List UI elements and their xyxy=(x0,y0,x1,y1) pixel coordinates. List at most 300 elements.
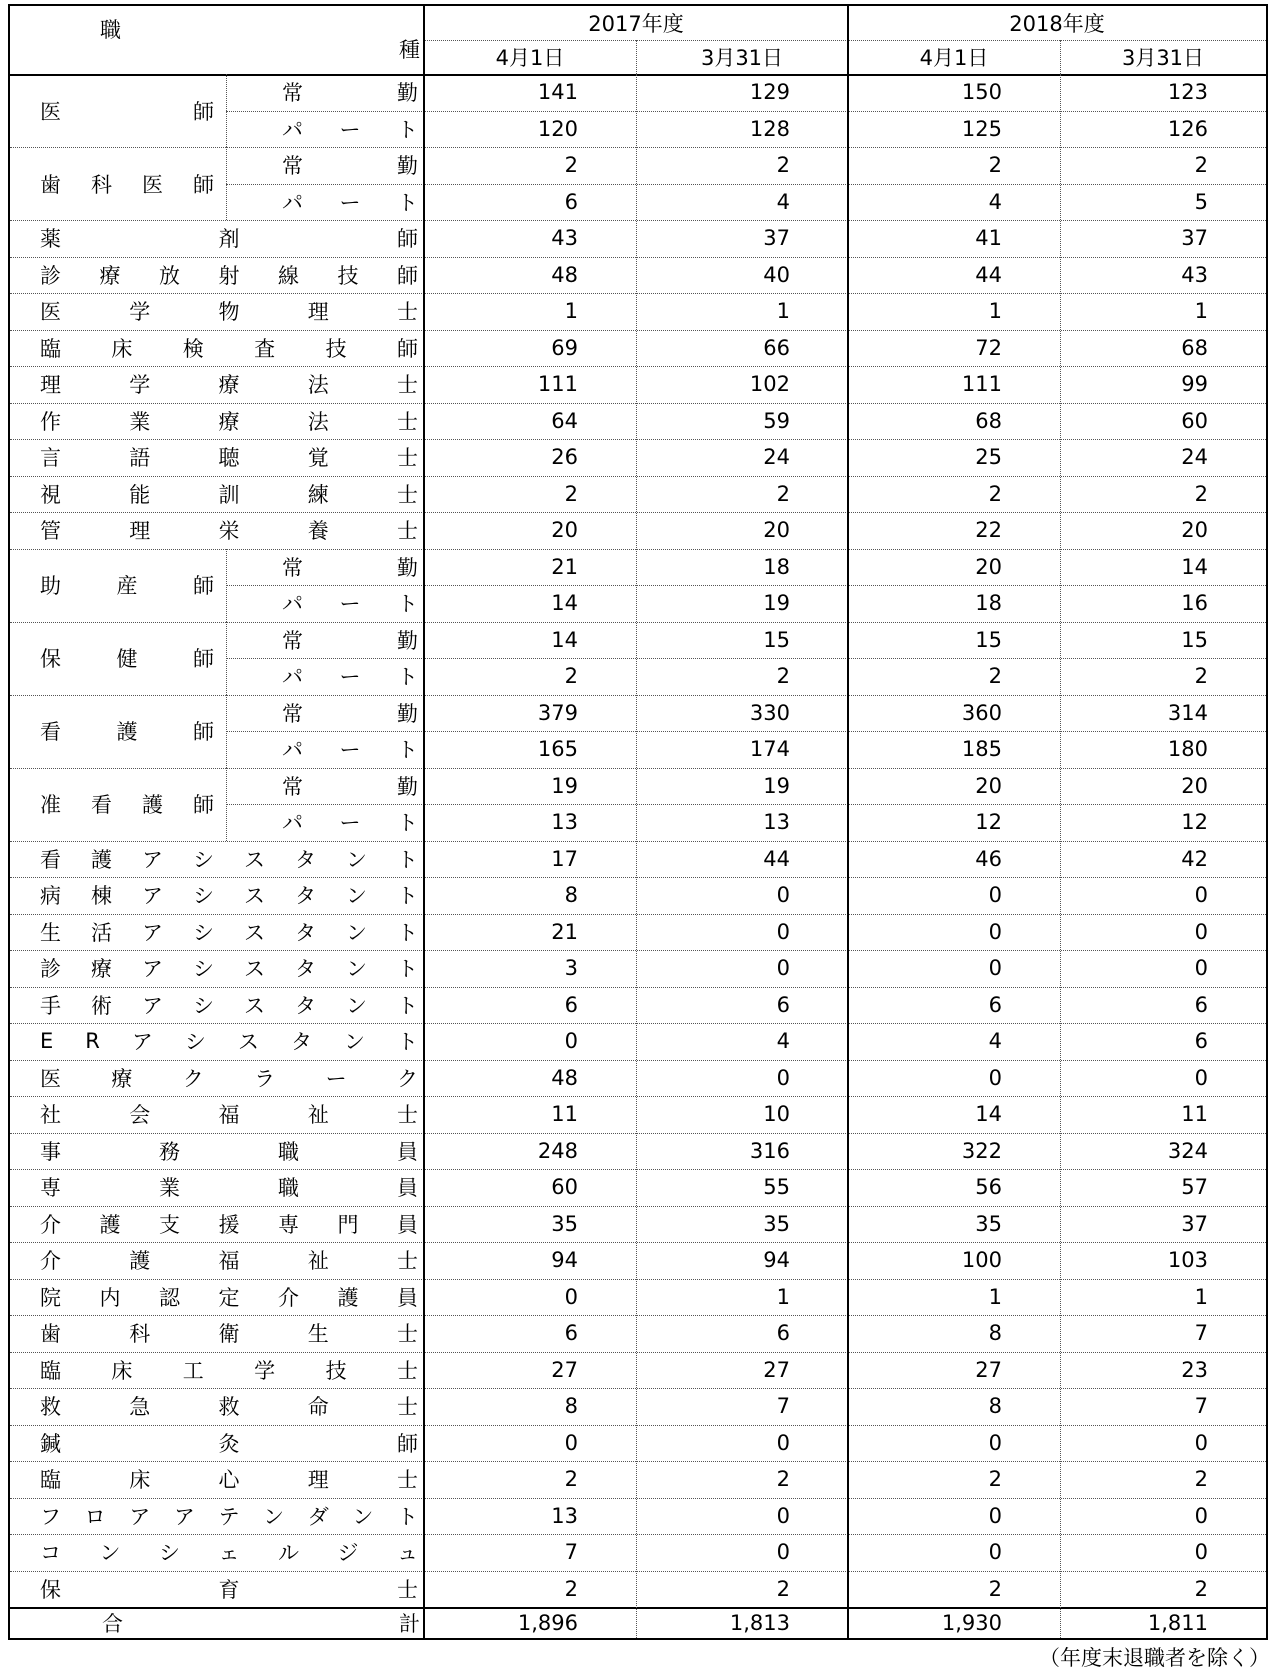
employment-type-char: 常 xyxy=(282,154,303,179)
job-label-char: 検 xyxy=(182,336,204,361)
employment-type-char: パ xyxy=(282,117,303,142)
table-cell: 0 xyxy=(776,956,790,981)
table-cell: 0 xyxy=(988,1430,1002,1455)
job-label-char: 師 xyxy=(193,172,214,197)
job-label-char: 門 xyxy=(337,1212,359,1237)
employment-type xyxy=(282,695,418,732)
divider xyxy=(636,40,637,74)
employment-type-char: 勤 xyxy=(397,154,418,179)
job-label-char: タ xyxy=(295,957,316,982)
job-label-char: 看 xyxy=(40,847,61,872)
employment-type-char: 常 xyxy=(282,701,303,726)
table-cell: 27 xyxy=(551,1357,578,1382)
table-cell: 20 xyxy=(975,773,1002,798)
table-cell: 16 xyxy=(1181,591,1208,616)
table-cell: 19 xyxy=(551,773,578,798)
job-label-char: 学 xyxy=(129,373,151,398)
job-label-char: 祉 xyxy=(307,1103,329,1128)
table-cell: 72 xyxy=(975,335,1002,360)
job-label-char: 急 xyxy=(129,1395,151,1420)
total-cell: 1,896 xyxy=(517,1610,578,1635)
job-label-char: 事 xyxy=(40,1139,61,1164)
table-cell: 22 xyxy=(975,518,1002,543)
job-label-char: 士 xyxy=(397,1103,418,1128)
job-label-char: 士 xyxy=(397,446,418,471)
table-cell: 17 xyxy=(551,846,578,871)
job-label-char: ト xyxy=(396,1030,418,1055)
job-label-char: ト xyxy=(397,1504,418,1529)
job-label-char: ス xyxy=(244,957,265,982)
job-label xyxy=(40,1388,418,1425)
job-label-char: 祉 xyxy=(307,1249,329,1274)
employment-type-char: 勤 xyxy=(397,774,418,799)
table-cell: 12 xyxy=(975,810,1002,835)
job-label xyxy=(40,366,418,403)
job-label-char: 専 xyxy=(278,1212,299,1237)
table-cell: 8 xyxy=(988,1394,1002,1419)
table-cell: 0 xyxy=(1194,919,1208,944)
table-cell: 20 xyxy=(551,518,578,543)
table-cell: 13 xyxy=(763,810,790,835)
table-cell: 1 xyxy=(1194,1284,1208,1309)
header-year-2017: 2017年度 xyxy=(588,12,684,36)
job-label-char: シ xyxy=(193,884,214,909)
employment-type xyxy=(282,658,418,695)
table-cell: 129 xyxy=(749,80,790,105)
job-label-char: 師 xyxy=(193,647,214,671)
job-label-char: 命 xyxy=(307,1395,329,1420)
table-cell: 66 xyxy=(763,335,790,360)
job-label-char: 介 xyxy=(278,1285,299,1310)
job-label-char: ル xyxy=(278,1541,299,1566)
table-cell: 1 xyxy=(564,299,578,324)
employment-type-char: ト xyxy=(397,592,418,617)
job-label-char: 医 xyxy=(142,172,163,197)
job-label-char: 衛 xyxy=(218,1322,240,1347)
job-label-char: 床 xyxy=(111,1358,133,1383)
job-label-char: 業 xyxy=(159,1176,180,1201)
table-cell: 7 xyxy=(776,1394,790,1419)
job-label-char: 護 xyxy=(99,1212,121,1237)
job-label xyxy=(40,1315,418,1352)
job-label-char: 認 xyxy=(159,1285,180,1310)
table-cell: 314 xyxy=(1167,700,1208,725)
job-label xyxy=(40,74,214,147)
table-cell: 6 xyxy=(1194,992,1208,1017)
job-label-char: 護 xyxy=(91,847,112,872)
table-cell: 15 xyxy=(1181,627,1208,652)
table-cell: 4 xyxy=(988,1029,1002,1054)
job-label-char: 物 xyxy=(218,300,240,325)
table-cell: 324 xyxy=(1167,1138,1208,1163)
divider xyxy=(636,74,637,1638)
table-cell: 102 xyxy=(749,372,790,397)
table-cell: 128 xyxy=(749,116,790,141)
employment-type-char: ー xyxy=(339,117,361,142)
employment-type-char: ー xyxy=(339,665,361,690)
table-cell: 2 xyxy=(564,1467,578,1492)
job-label-char: 臨 xyxy=(40,1468,61,1493)
job-label-char: 床 xyxy=(129,1468,151,1493)
divider xyxy=(1060,40,1061,74)
employment-type-char: ー xyxy=(339,190,361,215)
job-label-char: 看 xyxy=(40,720,61,744)
employment-type-char: 常 xyxy=(282,774,303,799)
job-label-char: 練 xyxy=(307,482,329,507)
job-label-char: 看 xyxy=(91,793,112,817)
table-cell: 4 xyxy=(776,189,790,214)
table-cell: 1 xyxy=(988,1284,1002,1309)
table-cell: 46 xyxy=(975,846,1002,871)
job-label xyxy=(40,147,214,220)
job-label-char: 救 xyxy=(218,1395,240,1420)
job-label-char: 言 xyxy=(40,446,61,471)
job-label-char: 社 xyxy=(40,1103,61,1128)
table-cell: 20 xyxy=(763,518,790,543)
table-cell: 2 xyxy=(564,481,578,506)
job-label-char: タ xyxy=(295,920,316,945)
divider xyxy=(423,6,425,1638)
table-cell: 44 xyxy=(975,262,1002,287)
job-label-char: 科 xyxy=(129,1322,151,1347)
job-label-char: ン xyxy=(346,884,367,909)
job-label-char: 工 xyxy=(182,1358,204,1383)
table-cell: 0 xyxy=(1194,1503,1208,1528)
job-label-char: 線 xyxy=(278,263,299,288)
table-cell: 1 xyxy=(988,299,1002,324)
job-label-char: 護 xyxy=(142,793,163,817)
job-label-char: 師 xyxy=(193,720,214,744)
table-cell: 35 xyxy=(551,1211,578,1236)
job-label-char: ダ xyxy=(307,1504,329,1529)
table-cell: 44 xyxy=(763,846,790,871)
table-cell: 18 xyxy=(975,591,1002,616)
table-cell: 150 xyxy=(961,80,1002,105)
job-label xyxy=(40,476,418,513)
job-label-char: 士 xyxy=(397,1468,418,1493)
job-label-char: 師 xyxy=(193,793,214,817)
table-cell: 8 xyxy=(564,1394,578,1419)
table-cell: 15 xyxy=(763,627,790,652)
job-label-char: 員 xyxy=(397,1139,418,1164)
table-cell: 43 xyxy=(1181,262,1208,287)
job-label-char: 鍼 xyxy=(40,1431,61,1456)
table-cell: 5 xyxy=(1194,189,1208,214)
job-label-char: 医 xyxy=(40,99,61,124)
job-label-char: 理 xyxy=(307,300,329,325)
job-label-char: 医 xyxy=(40,300,61,325)
employment-type-char: ー xyxy=(339,811,361,836)
table-cell: 27 xyxy=(763,1357,790,1382)
job-label-char: 養 xyxy=(307,519,329,544)
table-cell: 8 xyxy=(988,1321,1002,1346)
job-label-char: 介 xyxy=(40,1249,61,1274)
table-cell: 13 xyxy=(551,810,578,835)
job-label-char: ス xyxy=(244,884,265,909)
employment-type-char: 勤 xyxy=(397,701,418,726)
table-cell: 0 xyxy=(988,883,1002,908)
job-label-char: ア xyxy=(173,1504,195,1529)
job-label-char: ト xyxy=(397,993,418,1018)
job-label-char: 棟 xyxy=(91,884,112,909)
employment-type xyxy=(282,585,418,622)
job-label xyxy=(40,1352,418,1389)
job-label-char: 査 xyxy=(254,336,276,361)
job-label-char: 視 xyxy=(40,482,61,507)
job-label-char: 護 xyxy=(129,1249,151,1274)
job-label-char: ト xyxy=(397,957,418,982)
table-cell: 2 xyxy=(1194,1576,1208,1601)
table-cell: 19 xyxy=(763,591,790,616)
employment-type-char: ー xyxy=(339,592,361,617)
job-label-char: 歯 xyxy=(40,172,61,197)
divider xyxy=(424,40,1266,41)
table-cell: 14 xyxy=(551,627,578,652)
job-label-char: ェ xyxy=(218,1541,240,1566)
job-label-char: ュ xyxy=(397,1541,418,1566)
table-cell: 68 xyxy=(1181,335,1208,360)
job-label-char: 覚 xyxy=(307,446,329,471)
employment-type-char: パ xyxy=(282,738,303,763)
job-label xyxy=(40,768,214,841)
header-label-left: 職 xyxy=(100,18,121,42)
job-label-char: 法 xyxy=(307,409,329,434)
job-label xyxy=(40,1096,418,1133)
table-cell: 6 xyxy=(776,1321,790,1346)
job-label xyxy=(40,1023,418,1060)
job-label xyxy=(40,1571,418,1608)
job-label-char: 士 xyxy=(397,1395,418,1420)
job-label-char: ス xyxy=(244,920,265,945)
table-cell: 64 xyxy=(551,408,578,433)
job-label-char: 師 xyxy=(396,336,418,361)
table-cell: 2 xyxy=(988,153,1002,178)
table-cell: 56 xyxy=(975,1175,1002,1200)
job-label-char: 射 xyxy=(218,263,240,288)
table-cell: 14 xyxy=(1181,554,1208,579)
job-label xyxy=(40,257,418,294)
employment-type-char: ト xyxy=(397,117,418,142)
table-cell: 55 xyxy=(763,1175,790,1200)
job-label xyxy=(40,1242,418,1279)
job-label-char: ン xyxy=(343,1030,365,1055)
table-cell: 2 xyxy=(988,481,1002,506)
job-label-char: 救 xyxy=(40,1395,61,1420)
header-date: 3月31日 xyxy=(700,46,784,70)
table-cell: 0 xyxy=(1194,956,1208,981)
table-cell: 4 xyxy=(988,189,1002,214)
job-label xyxy=(40,220,418,257)
table-cell: 316 xyxy=(749,1138,790,1163)
job-label-char: ク xyxy=(182,1066,204,1091)
table-cell: 18 xyxy=(763,554,790,579)
table-cell: 20 xyxy=(1181,518,1208,543)
job-label-char: 術 xyxy=(91,993,112,1018)
job-label xyxy=(40,1206,418,1243)
table-cell: 0 xyxy=(988,919,1002,944)
job-label-char: 療 xyxy=(111,1066,133,1091)
employment-type-char: ト xyxy=(397,738,418,763)
job-label-char: ア xyxy=(142,884,163,909)
table-cell: 10 xyxy=(763,1102,790,1127)
job-label-char: 護 xyxy=(337,1285,359,1310)
table-cell: 0 xyxy=(776,1430,790,1455)
table-cell: 4 xyxy=(776,1029,790,1054)
job-label-char: 士 xyxy=(397,1577,418,1602)
job-label-char: ト xyxy=(397,920,418,945)
job-label-char: 語 xyxy=(129,446,151,471)
footnote: （年度末退職者を除く） xyxy=(1039,1646,1270,1670)
table-cell: 0 xyxy=(988,1540,1002,1565)
job-label-char: 士 xyxy=(396,1358,418,1383)
job-label-char: 床 xyxy=(111,336,133,361)
table-cell: 0 xyxy=(776,1065,790,1090)
job-label-char: ン xyxy=(346,847,367,872)
job-label xyxy=(40,1498,418,1535)
job-label xyxy=(40,1534,418,1571)
job-label-char: 援 xyxy=(218,1212,240,1237)
table-cell: 24 xyxy=(1181,445,1208,470)
job-label-char: ロ xyxy=(84,1504,106,1529)
table-cell: 2 xyxy=(1194,481,1208,506)
job-label-char: ト xyxy=(397,884,418,909)
job-label-char: 士 xyxy=(397,300,418,325)
job-label-char: 員 xyxy=(397,1285,418,1310)
table-cell: 43 xyxy=(551,226,578,251)
table-cell: 185 xyxy=(961,737,1002,762)
job-label-char: 技 xyxy=(325,336,347,361)
table-cell: 2 xyxy=(1194,1467,1208,1492)
table-cell: 99 xyxy=(1181,372,1208,397)
table-cell: 103 xyxy=(1167,1248,1208,1273)
job-label xyxy=(40,330,418,367)
table-cell: 40 xyxy=(763,262,790,287)
job-label-char: ア xyxy=(142,993,163,1018)
table-cell: 11 xyxy=(1181,1102,1208,1127)
divider xyxy=(1060,74,1061,1638)
job-label-char: ク xyxy=(396,1066,418,1091)
table-cell: 35 xyxy=(763,1211,790,1236)
job-label-char: 福 xyxy=(218,1249,240,1274)
table-cell: 120 xyxy=(537,116,578,141)
table-cell: 21 xyxy=(551,554,578,579)
job-label-char: ン xyxy=(352,1504,374,1529)
table-cell: 21 xyxy=(551,919,578,944)
job-label xyxy=(40,914,418,951)
total-label-char: 合 xyxy=(102,1611,123,1636)
table-cell: 20 xyxy=(1181,773,1208,798)
table-cell: 0 xyxy=(564,1430,578,1455)
job-label-char: フ xyxy=(40,1504,61,1529)
table-cell: 111 xyxy=(961,372,1002,397)
table-cell: 69 xyxy=(551,335,578,360)
table-cell: 0 xyxy=(776,1503,790,1528)
job-label xyxy=(40,439,418,476)
job-label-char: 院 xyxy=(40,1285,61,1310)
job-label-char: 聴 xyxy=(218,446,240,471)
total-cell: 1,930 xyxy=(941,1610,1002,1635)
job-label-char: 会 xyxy=(129,1103,151,1128)
job-label-char: 臨 xyxy=(40,336,61,361)
job-label xyxy=(40,950,418,987)
job-label xyxy=(40,549,214,622)
employment-type xyxy=(282,804,418,841)
table-cell: 14 xyxy=(551,591,578,616)
employment-type-char: 勤 xyxy=(397,81,418,106)
table-cell: 0 xyxy=(1194,1430,1208,1455)
header-year-2018: 2018年度 xyxy=(1009,12,1105,36)
table-cell: 6 xyxy=(1194,1029,1208,1054)
table-cell: 59 xyxy=(763,408,790,433)
job-label-char: 訓 xyxy=(218,482,240,507)
table-cell: 165 xyxy=(537,737,578,762)
job-label-char: 療 xyxy=(91,957,112,982)
table-cell: 248 xyxy=(537,1138,578,1163)
job-label-char: 学 xyxy=(129,300,151,325)
table-cell: 2 xyxy=(776,1467,790,1492)
table-cell: 0 xyxy=(776,883,790,908)
job-label xyxy=(40,1060,418,1097)
job-label-char: ン xyxy=(263,1504,285,1529)
table-cell: 37 xyxy=(1181,226,1208,251)
table-cell: 6 xyxy=(564,189,578,214)
job-label-char: ア xyxy=(142,920,163,945)
job-label-char: 職 xyxy=(278,1176,299,1201)
table-cell: 3 xyxy=(564,956,578,981)
employment-type-char: パ xyxy=(282,592,303,617)
job-label-char: 心 xyxy=(218,1468,240,1493)
table-cell: 174 xyxy=(749,737,790,762)
table-cell: 2 xyxy=(988,1467,1002,1492)
job-label-char: 科 xyxy=(91,172,112,197)
job-label-char: 放 xyxy=(159,263,180,288)
table-cell: 2 xyxy=(776,481,790,506)
job-label-char: 管 xyxy=(40,519,61,544)
employment-type-char: 勤 xyxy=(397,628,418,653)
job-label xyxy=(40,293,418,330)
job-label-char: テ xyxy=(218,1504,240,1529)
job-label-char: シ xyxy=(159,1541,180,1566)
job-label xyxy=(40,622,214,695)
job-label-char: 務 xyxy=(159,1139,180,1164)
table-cell: 0 xyxy=(988,1503,1002,1528)
job-label-char: 剤 xyxy=(218,227,240,252)
job-label-char: 活 xyxy=(91,920,112,945)
divider xyxy=(847,6,849,1638)
total-cell: 1,813 xyxy=(729,1610,790,1635)
table-cell: 7 xyxy=(1194,1321,1208,1346)
table-cell: 2 xyxy=(1194,664,1208,689)
job-label-char: 士 xyxy=(397,482,418,507)
table-cell: 111 xyxy=(537,372,578,397)
job-label xyxy=(40,1133,418,1170)
table-cell: 2 xyxy=(988,1576,1002,1601)
job-label xyxy=(40,1425,418,1462)
job-label-char: 士 xyxy=(397,519,418,544)
table-cell: 60 xyxy=(1181,408,1208,433)
job-label-char: 福 xyxy=(218,1103,240,1128)
table-cell: 41 xyxy=(975,226,1002,251)
job-label-char: 助 xyxy=(40,574,61,598)
job-label-char: ト xyxy=(397,847,418,872)
table-cell: 322 xyxy=(961,1138,1002,1163)
employment-type-char: パ xyxy=(282,811,303,836)
table-cell: 60 xyxy=(551,1175,578,1200)
table-cell: 20 xyxy=(975,554,1002,579)
table-cell: 123 xyxy=(1167,80,1208,105)
job-label xyxy=(40,512,418,549)
job-label-char: 介 xyxy=(40,1212,61,1237)
